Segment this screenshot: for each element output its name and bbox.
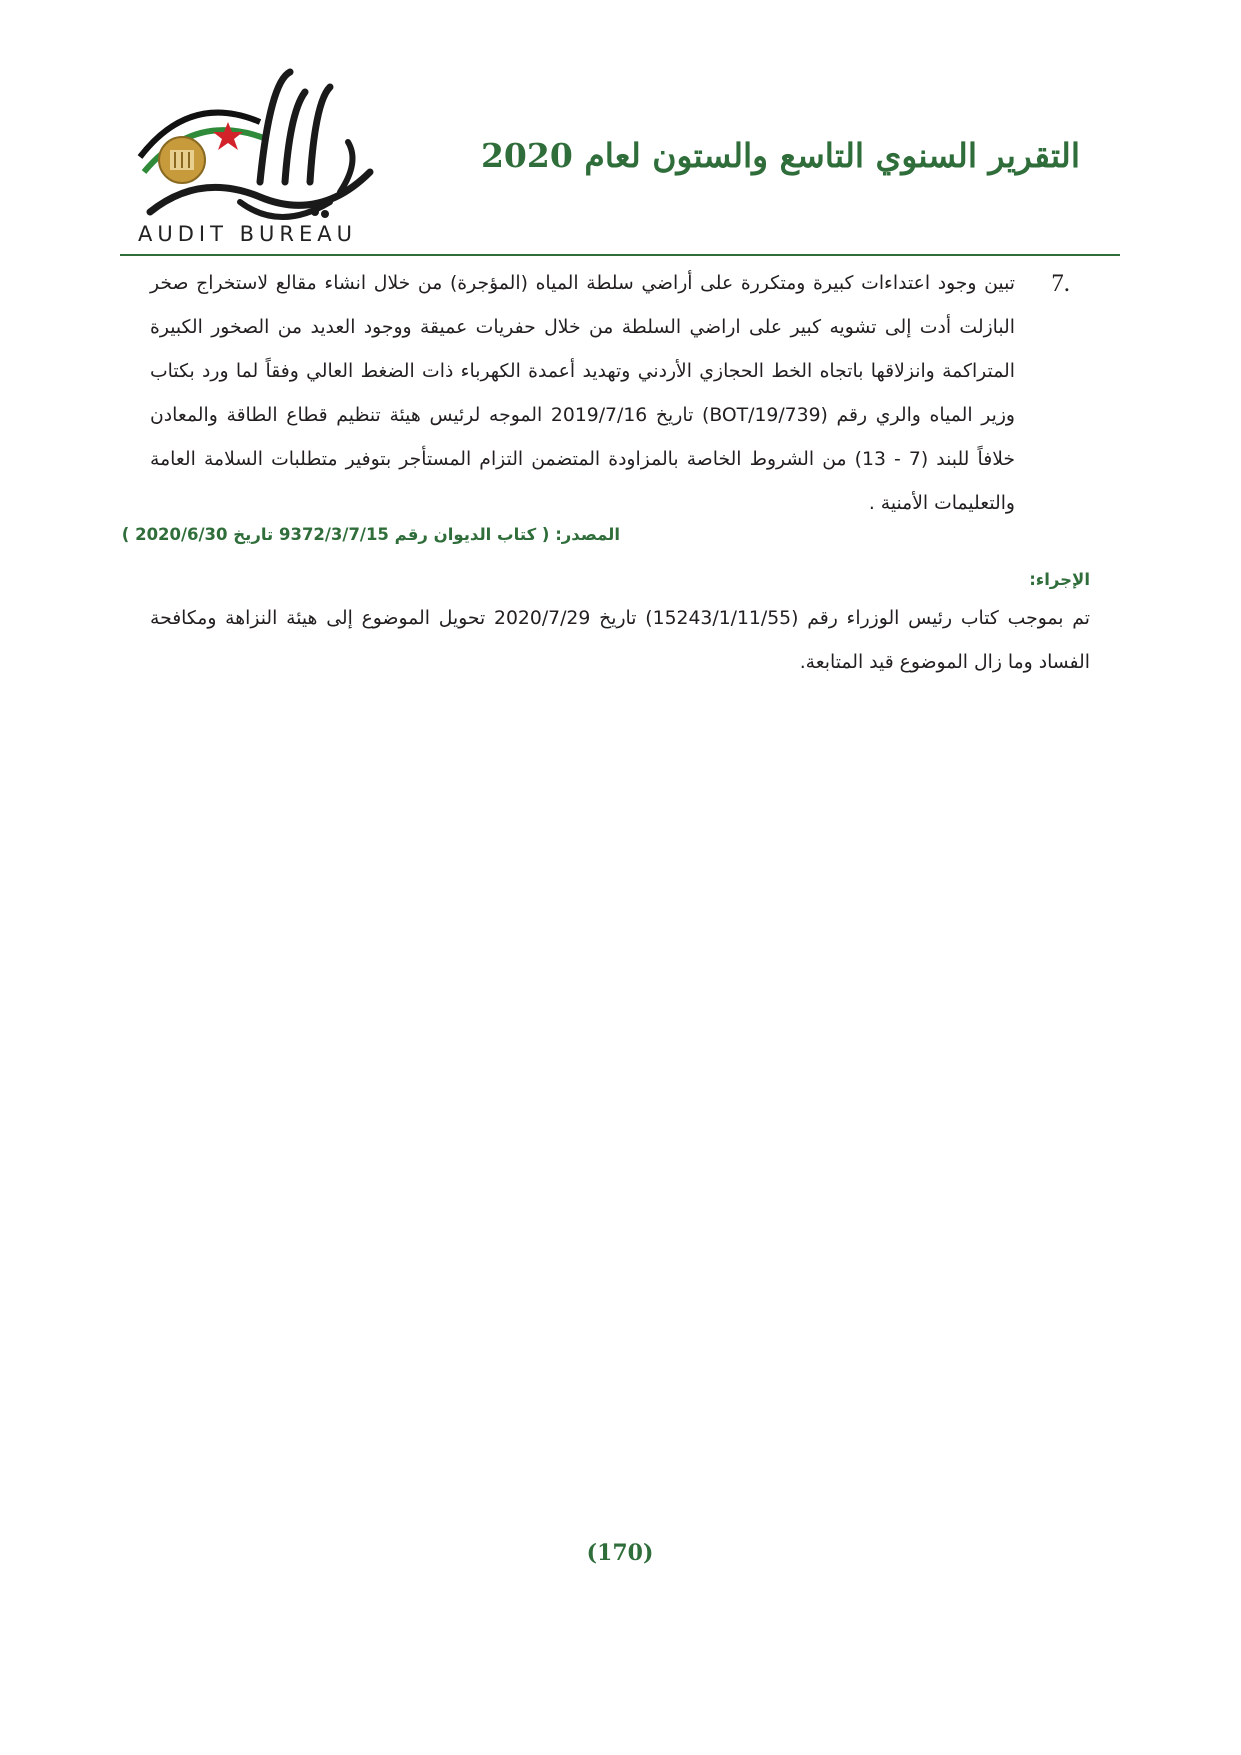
action-text: تم بموجب كتاب رئيس الوزراء رقم (15243/1/11/55) تاريخ 2020/7/29 تحويل الموضوع إلى هيئة النزاهة ومكافحة الفساد وما زال الموضوع قيد المتابعة. bbox=[150, 608, 1091, 673]
page-number: (170) bbox=[586, 1540, 654, 1566]
report-title: التقرير السنوي التاسع والستون لعام 2020 bbox=[480, 136, 1080, 175]
header-divider bbox=[120, 254, 1120, 256]
finding-number: .7 bbox=[1051, 270, 1070, 297]
finding-item bbox=[150, 262, 1070, 526]
finding-text: تبين وجود اعتداءات كبيرة ومتكررة على أراضي سلطة المياه (المؤجرة) من خلال انشاء مقالع لاستخراج صخر البازلت أدت إلى تشويه كبير على اراضي السلطة من خلال حفريات عميقة ووجود العديد من الصخور الكبيرة المتراكمة وانزلاقها باتجاه الخط الحجازي الأردني وتهديد أعمدة الكهرباء ذات الضغط العالي وفقاً لما ورد بكتاب وزير المياه والري رقم (BOT/19/739) تاريخ 2019/7/16 الموجه لرئيس هيئة تنظيم قطاع الطاقة والمعادن خلافاً للبند (7 - 13) من الشروط الخاصة بالمزاودة المتضمن التزام المستأجر بتوفير متطلبات السلامة العامة والتعليمات الأمنية . bbox=[150, 273, 1016, 514]
audit-bureau-logo bbox=[120, 62, 420, 252]
logo-caption: AUDIT BUREAU bbox=[138, 222, 357, 246]
source-reference: المصدر: ( كتاب الديوان رقم 9372/3/7/15 تاريخ 2020/6/30 ) bbox=[121, 525, 620, 544]
action-heading: الإجراء: bbox=[1029, 570, 1090, 589]
